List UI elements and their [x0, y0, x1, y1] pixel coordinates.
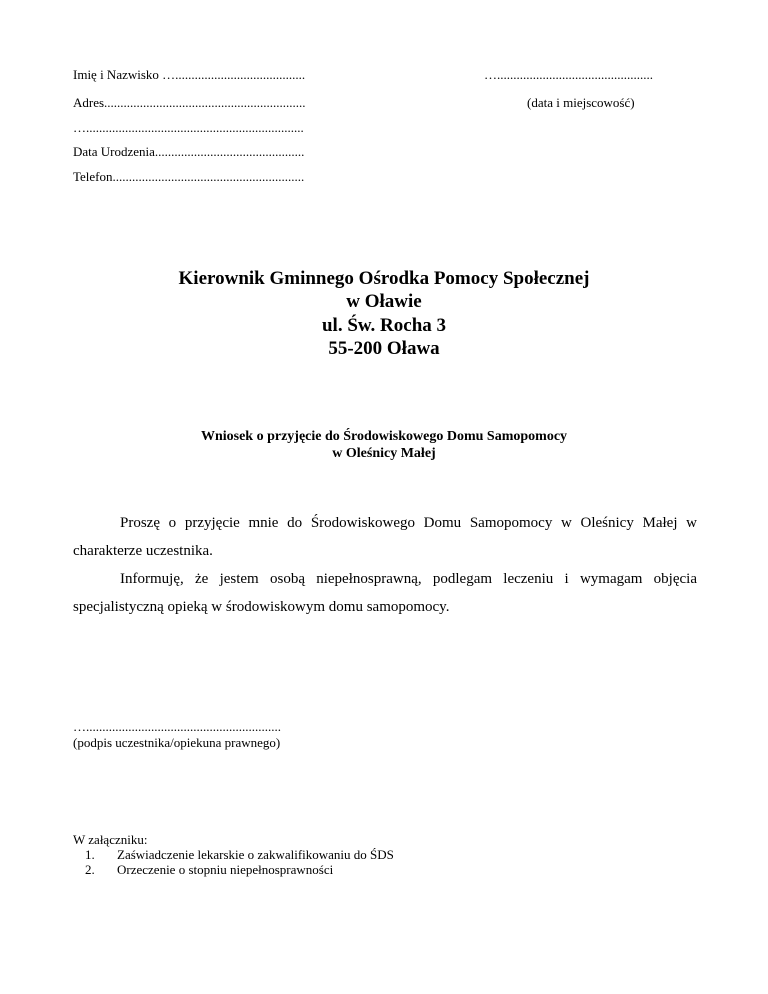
application-subject-line1: Wniosek o przyjęcie do Środowiskowego Domu Samopomocy — [200, 429, 568, 444]
body-paragraph-statement: Informuję, że jestem osobą niepełnosprawną, podlegam leczeniu i wymagam objęcia specjalistyczną opieką w środowiskowym domu samopomocy. — [73, 571, 697, 615]
attachment-text: Zaświadczenie lekarskie o zakwalifikowaniu do ŚDS — [117, 847, 394, 862]
date-place-caption: (data i miejscowość) — [527, 95, 635, 110]
applicant-phone-line: Telefon........................................................... — [73, 169, 305, 184]
date-place-line: …................................................ — [484, 67, 653, 82]
recipient-postal-code: 55-200 Oława — [328, 338, 440, 359]
attachment-number: 1. — [85, 847, 95, 862]
body-paragraph-request: Proszę o przyjęcie mnie do Środowiskowego Domu Samopomocy w Oleśnicy Małej w charakterze uczestnika. — [73, 515, 697, 559]
attachment-number: 2. — [85, 862, 95, 877]
applicant-address-line: Adres.............................................................. — [73, 95, 306, 110]
signature-caption: (podpis uczestnika/opiekuna prawnego) — [73, 735, 281, 750]
attachment-text: Orzeczenie o stopniu niepełnosprawności — [117, 862, 334, 877]
attachments-section — [73, 832, 394, 877]
applicant-address-continuation-line: …................................................................... — [73, 120, 304, 135]
application-subject-line2: w Oleśnicy Małej — [332, 446, 436, 461]
attachment-item — [73, 847, 394, 862]
attachment-item — [73, 862, 394, 877]
application-body — [73, 509, 697, 621]
signature-line: …............................................................ — [73, 719, 281, 734]
recipient-title: Kierownik Gminnego Ośrodka Pomocy Społecznej — [178, 268, 590, 289]
recipient-street: ul. Św. Rocha 3 — [321, 315, 447, 336]
applicant-birth-date-line: Data Urodzenia.............................................. — [73, 144, 305, 159]
recipient-city: w Oławie — [346, 291, 422, 312]
applicant-name-line: Imię i Nazwisko …........................................ — [73, 67, 306, 82]
attachments-heading: W załączniku: — [73, 832, 148, 847]
